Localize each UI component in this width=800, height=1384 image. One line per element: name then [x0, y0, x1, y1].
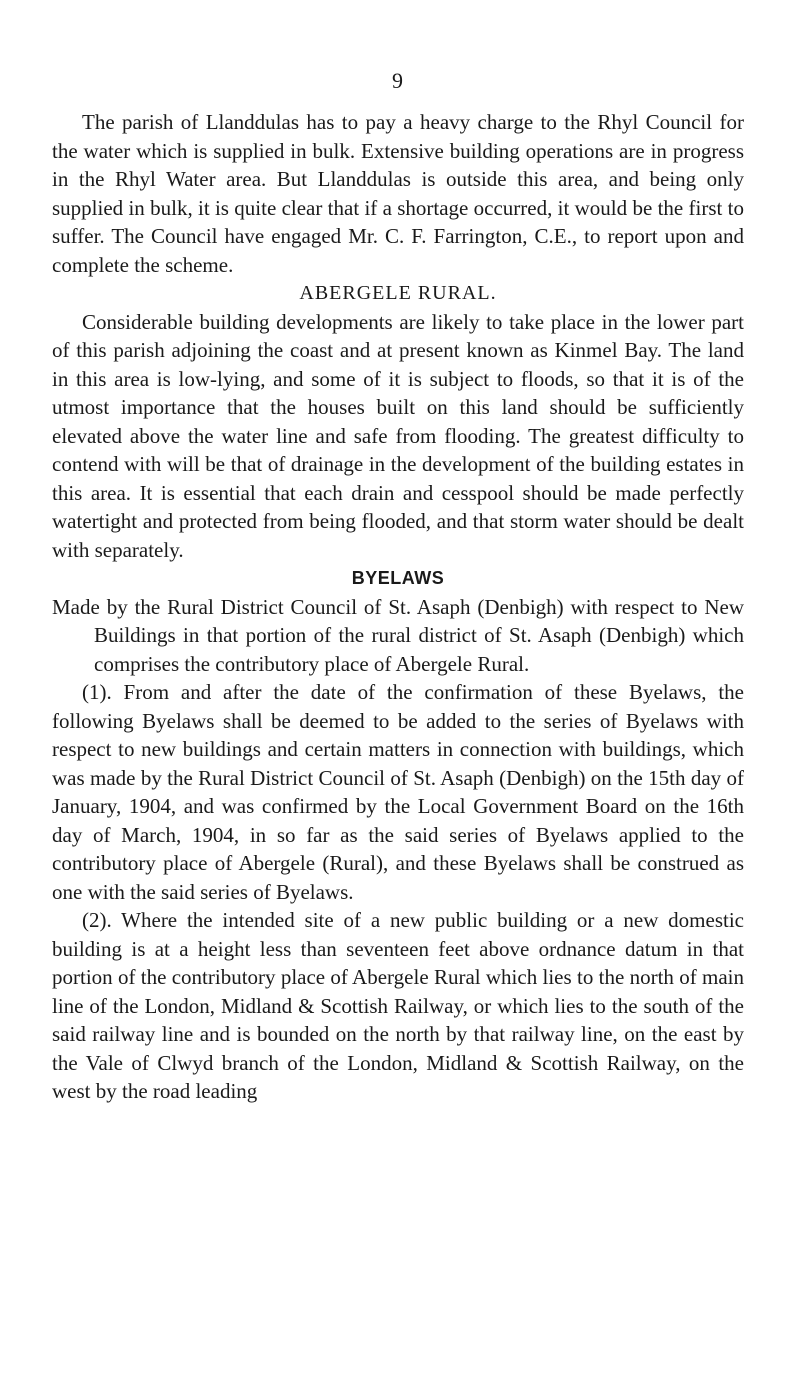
document-body: [52, 108, 744, 1106]
paragraph-abergele-rural: Considerable building developments are likely to take place in the lower part of this parish adjoining the coast and at present known as Kinmel Bay. The land in this area is low-lying, and some of it is subject to floods, so that it is of the utmost importance that the houses built on this land should be sufficiently elevated above the water line and safe from flooding. The greatest difficulty to contend with will be that of drainage in the development of the building estates in this area. It is essential that each drain and cesspool should be made perfectly watertight and protected from being flooded, and that storm water should be dealt with separately.: [52, 309, 744, 562]
paragraph-made-by: Made by the Rural District Council of St. Asaph (Denbigh) with respect to New Buildings in that portion of the rural district of St. Asaph (Denbigh) which comprises the contributory place of Abergele Rural.: [52, 594, 744, 676]
byelaw-clause-1: (1). From and after the date of the confirmation of these Byelaws, the following Byelaws shall be deemed to be added to the series of Byelaws with respect to new buildings and certain matters in connection with buildings, which was made by the Rural District Council of St. Asaph (Denbigh) on the 15th day of January, 1904, and was confirmed by the Local Government Board on the 16th day of March, 1904, in so far as the said series of Byelaws applied to the contributory place of Abergele (Rural), and these Byelaws shall be construed as one with the said series of Byelaws.: [52, 680, 744, 904]
byelaw-clause-2: (2). Where the intended site of a new public building or a new domestic building is at a height less than seventeen feet above ordnance datum in that portion of the contributory place of Abergele Rural which lies to the north of main line of the London, Midland & Scottish Railway, or which lies to the south of the said railway line and is bounded on the north by that railway line, on the east by the Vale of Clwyd branch of the London, Midland & Scottish Railway, on the west by the road leading: [52, 908, 744, 1103]
paragraph-llanddulas: The parish of Llanddulas has to pay a heavy charge to the Rhyl Council for the water which is supplied in bulk. Extensive building operations are in progress in the Rhyl Water area. But Llanddulas is outside this area, and being only supplied in bulk, it is quite clear that if a shortage occurred, it would be the first to suffer. The Council have engaged Mr. C. F. Farrington, C.E., to report upon and complete the scheme.: [52, 110, 744, 277]
page-number: 9: [392, 68, 403, 93]
section-heading-byelaws: BYELAWS: [351, 568, 445, 588]
section-heading-abergele-rural: ABERGELE RURAL.: [299, 282, 497, 304]
